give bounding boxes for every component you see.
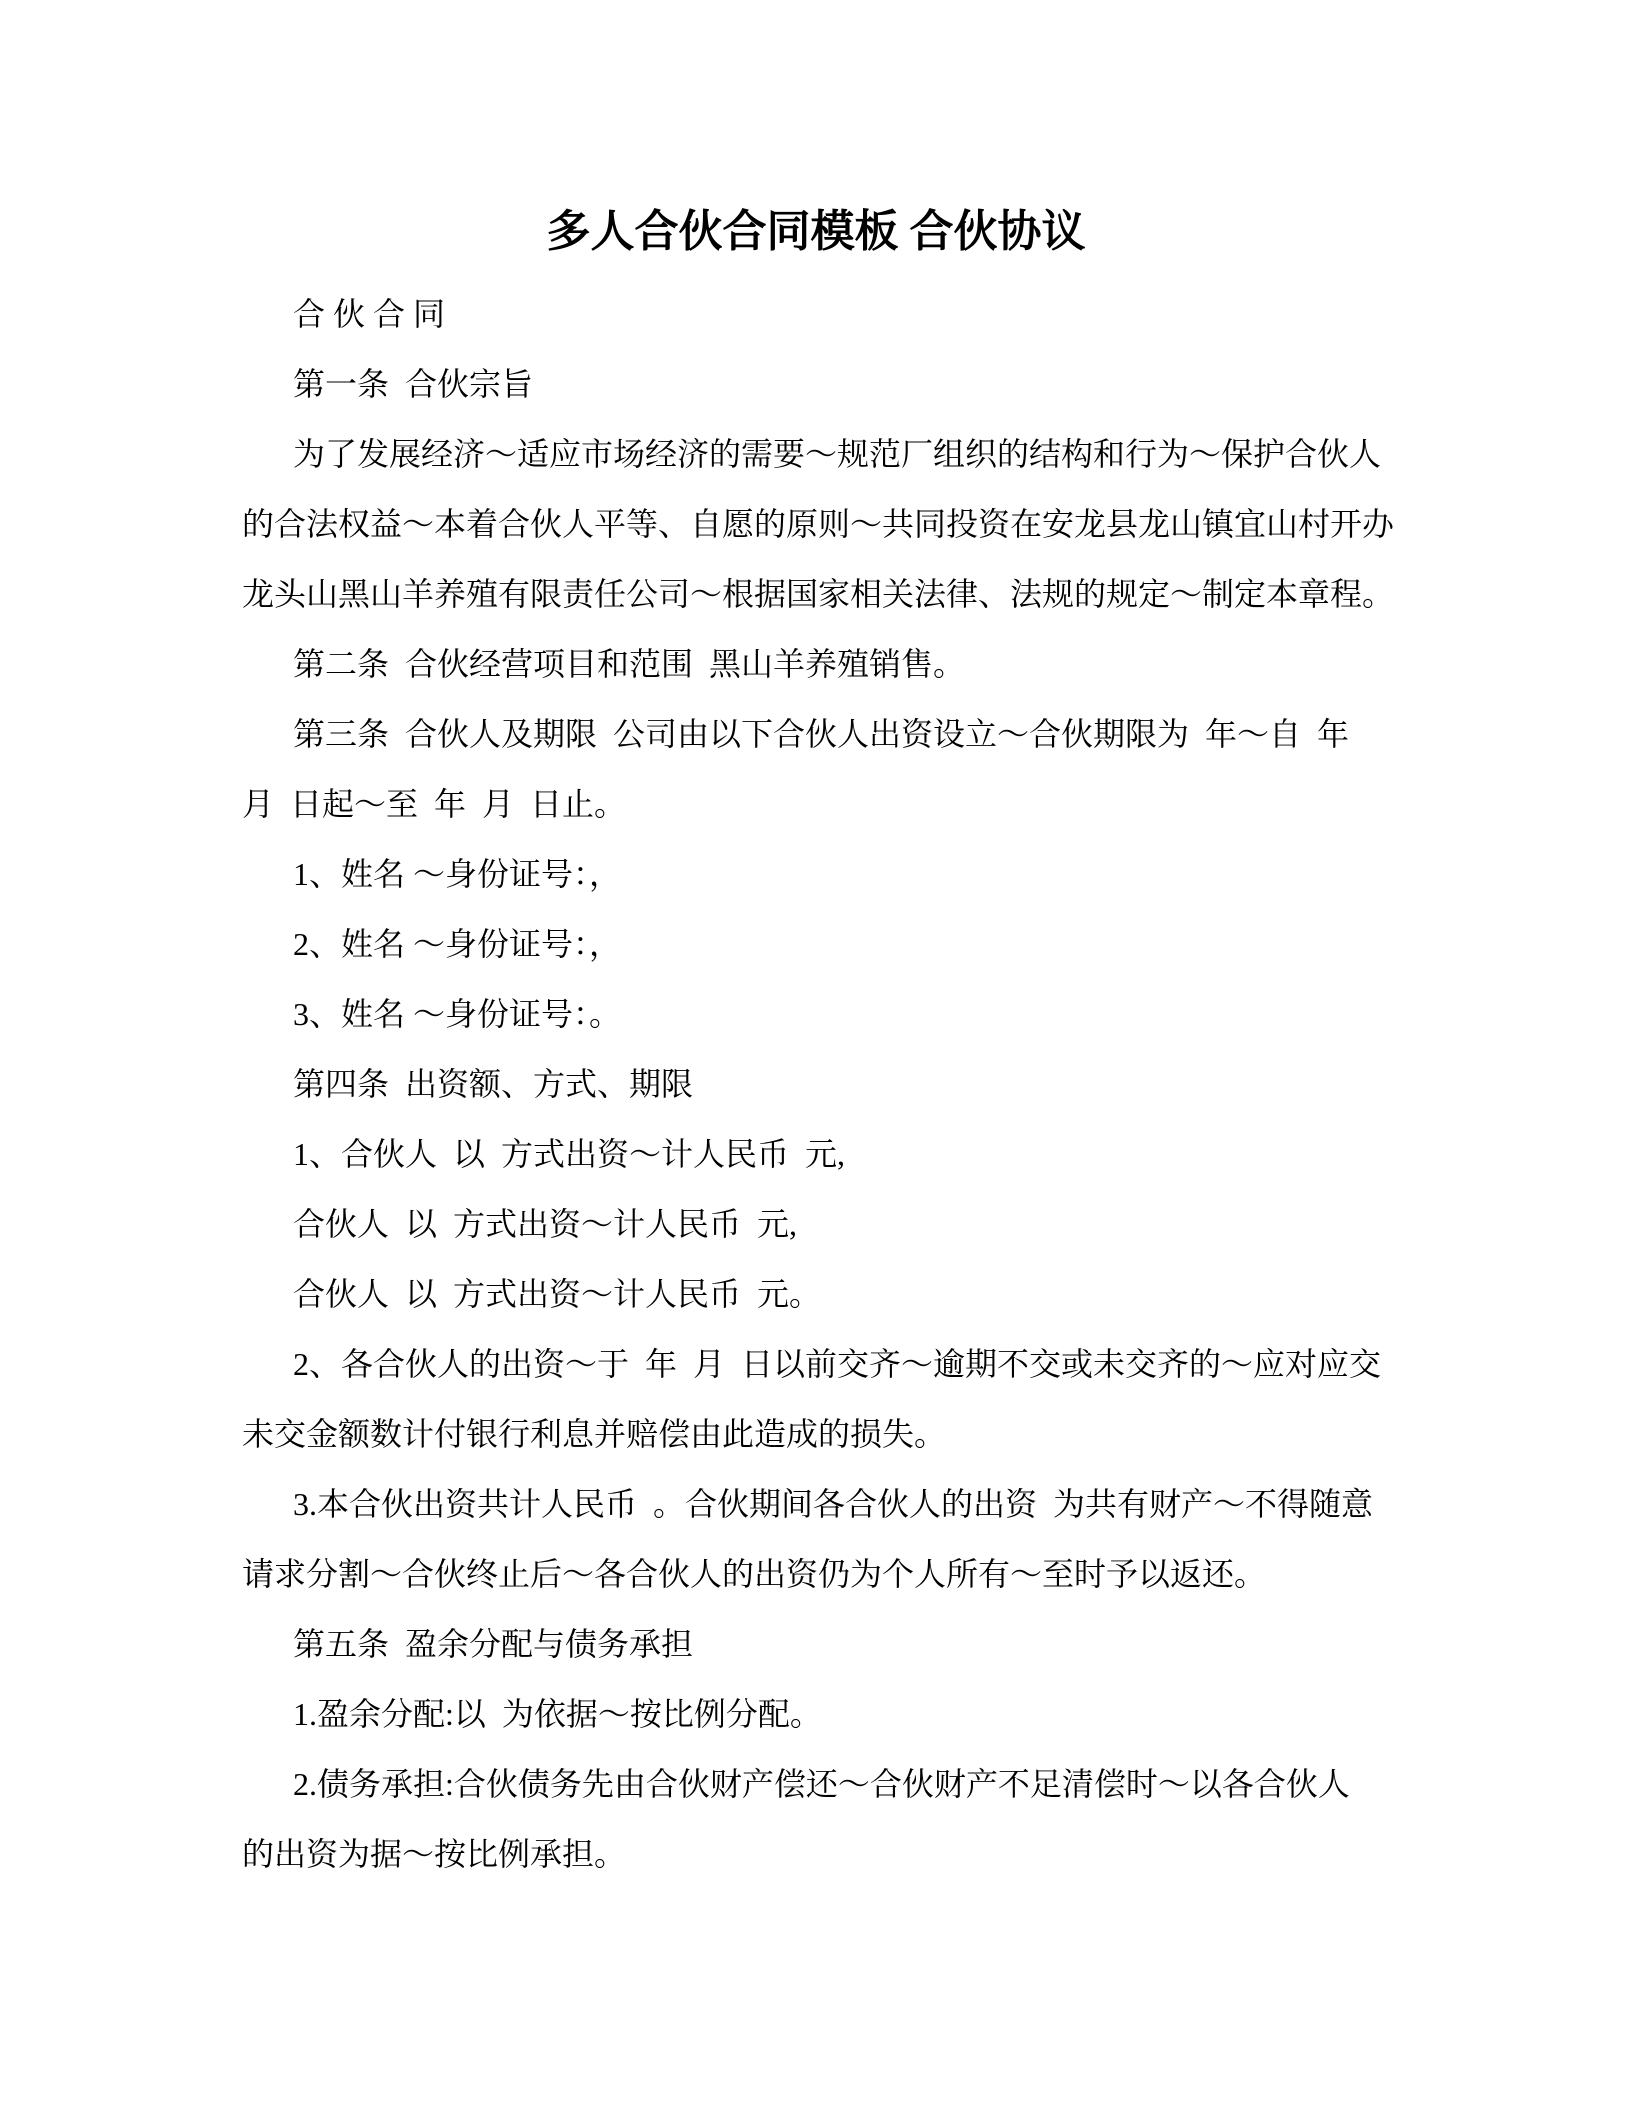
clause-4-heading: 第四条 出资额、方式、期限 — [293, 1066, 694, 1102]
contribution-line-1: 1、合伙人 以 方式出资～计人民币 元, — [293, 1136, 846, 1172]
contribution-line-2: 合伙人 以 方式出资～计人民币 元, — [293, 1206, 798, 1242]
clause-3-line-1: 第三条 合伙人及期限 公司由以下合伙人出资设立～合伙期限为 年～自 年 — [293, 716, 1350, 752]
payment-deadline-line-2: 未交金额数计付银行利息并赔偿由此造成的损失。 — [242, 1416, 947, 1452]
clause-5-heading: 第五条 盈余分配与债务承担 — [293, 1626, 694, 1662]
partner-1-line: 1、姓名 ～身份证号：， — [293, 856, 622, 892]
profit-distribution-line: 1.盈余分配:以 为依据～按比例分配。 — [293, 1696, 822, 1732]
clause-1-text-line-1: 为了发展经济～适应市场经济的需要～规范厂组织的结构和行为～保护合伙人 — [293, 436, 1382, 472]
partner-2-line: 2、姓名 ～身份证号：， — [293, 926, 622, 962]
clause-1-text-line-3: 龙头山黑山羊养殖有限责任公司～根据国家相关法律、法规的规定～制定本章程。 — [242, 576, 1395, 612]
clause-2-heading: 第二条 合伙经营项目和范围 黑山羊养殖销售。 — [293, 646, 966, 682]
payment-deadline-line-1: 2、各合伙人的出资～于 年 月 日以前交齐～逾期不交或未交齐的～应对应交 — [293, 1346, 1382, 1382]
clause-1-text-line-2: 的合法权益～本着合伙人平等、自愿的原则～共同投资在安龙县龙山镇宜山村开办 — [242, 506, 1395, 542]
debt-liability-line-1: 2.债务承担:合伙债务先由合伙财产偿还～合伙财产不足清偿时～以各合伙人 — [293, 1766, 1350, 1802]
contribution-line-3: 合伙人 以 方式出资～计人民币 元。 — [293, 1276, 822, 1312]
clause-3-line-2: 月 日起～至 年 月 日止。 — [242, 786, 627, 822]
joint-property-line-2: 请求分割～合伙终止后～各合伙人的出资仍为个人所有～至时予以返还。 — [242, 1556, 1267, 1592]
debt-liability-line-2: 的出资为据～按比例承担。 — [242, 1836, 627, 1872]
clause-1-heading: 第一条 合伙宗旨 — [293, 366, 534, 402]
partner-3-line: 3、姓名 ～身份证号：。 — [293, 996, 622, 1032]
document-title: 多人合伙合同模板 合伙协议 — [546, 207, 1086, 256]
contract-subtitle: 合 伙 合 同 — [293, 296, 446, 332]
joint-property-line-1: 3.本合伙出资共计人民币 。合伙期间各合伙人的出资 为共有财产～不得随意 — [293, 1486, 1374, 1522]
